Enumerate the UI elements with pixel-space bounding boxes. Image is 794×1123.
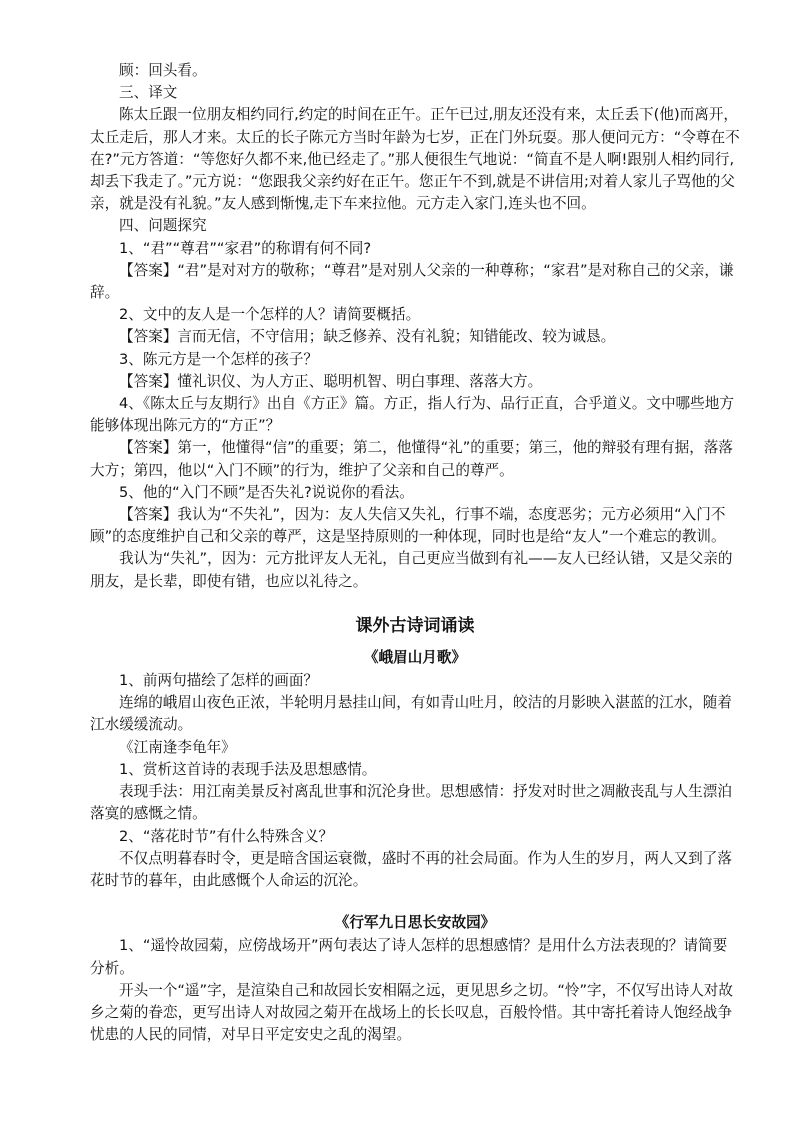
poem2-answer-1: 表现手法：用江南美景反衬离乱世事和沉沦身世。思想感情：抒发对时世之凋敝丧乱与人生漂泊落寞的感慨之情。 <box>90 783 732 823</box>
question-5: 5、他的“入门不顾”是否失礼?说说你的看法。 <box>119 483 414 501</box>
answer-3: 【答案】懂礼识仪、为人方正、聪明机智、明白事理、落落大方。 <box>119 372 543 390</box>
translation-paragraph: 陈太丘跟一位朋友相约同行,约定的时间在正午。正午已过,朋友还没有来，太丘丢下(他)而离开，太丘走后，那人才来。太丘的长子陈元方当时年龄为七岁，正在门外玩耍。那人便问元方：“令尊在不在?”元方答道：“等您好久都不来,他已经走了。”那人便很生气地说：“简直不是人啊!跟别人相约同行,却丢下我走了。”元方说：“您跟我父亲约好在正午。您正午不到,就是不讲信用;对着人家儿子骂他的父亲，就是没有礼貌。”友人感到惭愧,走下车来拉他。元方走入家门,连头也不回。 <box>90 106 740 213</box>
poem2-answer-2: 不仅点明暮春时令，更是暗含国运衰微，盛时不再的社会局面。作为人生的岁月，两人又到了落花时节的暮年，由此感慨个人命运的沉沦。 <box>90 849 732 889</box>
section-heading-translation: 三、译文 <box>119 84 178 102</box>
answer-5b: 我认为“失礼”，因为：元方批评友人无礼，自己更应当做到有礼——友人已经认错，又是父亲的朋友，是长辈，即使有错，也应以礼待之。 <box>90 550 733 590</box>
poem1-answer-1: 连绵的峨眉山夜色正浓，半轮明月悬挂山间，有如青山吐月，皎洁的月影映入湛蓝的江水，随着江水缓缓流动。 <box>90 694 732 734</box>
poem-title-xingjun: 《行军九日思长安故园》 <box>334 914 496 932</box>
question-1: 1、“君”“尊君”“家君”的称谓有何不同? <box>119 239 372 257</box>
document-page <box>90 60 740 1046</box>
section-heading-inquiry: 四、问题探究 <box>119 217 207 235</box>
question-2: 2、文中的友人是一个怎样的人？请简要概括。 <box>119 306 421 324</box>
answer-5a: 【答案】我认为“不失礼”，因为：友人失信又失礼，行事不端，态度恶劣；元方必须用“入门不顾”的态度维护自己和父亲的尊严，这是坚持原则的一种体现，同时也是给“友人”一个难忘的教训。 <box>90 506 726 546</box>
section-title: 课外古诗词诵读 <box>355 615 475 636</box>
question-3: 3、陈元方是一个怎样的孩子？ <box>119 350 319 368</box>
poem1-question-1: 1、前两句描绘了怎样的画面？ <box>119 672 319 690</box>
poem2-question-2: 2、“落花时节”有什么特殊含义？ <box>119 827 334 845</box>
poem-title-jiangnan: 《江南逢李龟年》 <box>119 738 236 756</box>
question-4: 4、《陈太丘与友期行》出自《方正》篇。方正，指人行为、品行正直，合乎道义。文中哪些地方能够体现出陈元方的“方正”？ <box>90 395 734 435</box>
poem3-answer-1: 开头一个“遥”字，是渲染自己和故园长安相隔之远，更见思乡之切。“怜”字，不仅写出诗人对故乡之菊的眷恋，更写出诗人对故园之菊开在战场上的长长叹息，百般怜惜。其中寄托着诗人饱经战争忧患的人民的同情，对早日平定安史之乱的渴望。 <box>90 981 733 1044</box>
poem3-question-1: 1、“遥怜故园菊，应傍战场开”两句表达了诗人怎样的思想感情？是用什么方法表现的？请简要分析。 <box>90 937 728 977</box>
answer-4: 【答案】第一，他懂得“信”的重要；第二，他懂得“礼”的重要；第三，他的辩驳有理有据，落落大方；第四，他以“入门不顾”的行为，维护了父亲和自己的尊严。 <box>90 439 733 479</box>
poem2-question-1: 1、赏析这首诗的表现手法及思想感情。 <box>119 760 377 778</box>
poem-title-emei: 《峨眉山月歌》 <box>363 648 467 666</box>
answer-1: 【答案】“君”是对对方的敬称；“尊君”是对别人父亲的一种尊称；“家君”是对称自己的父亲，谦辞。 <box>90 261 734 302</box>
gloss-gu: 顾：回头看。 <box>119 62 207 79</box>
answer-2: 【答案】言而无信，不守信用；缺乏修养、没有礼貌；知错能改、较为诚恳。 <box>119 328 616 346</box>
